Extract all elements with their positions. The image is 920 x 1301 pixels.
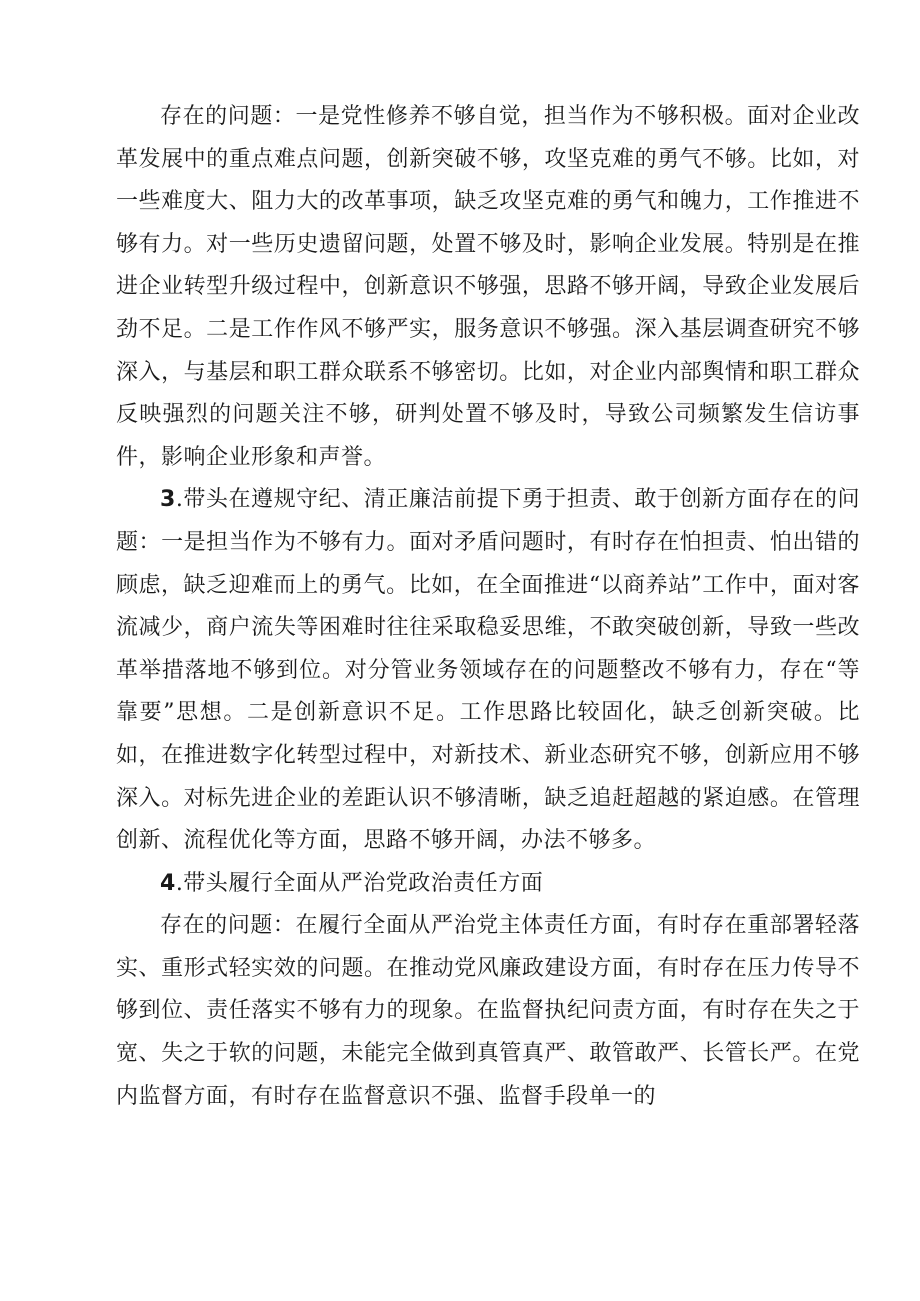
heading-section-4 [116, 863, 860, 906]
paragraph-problems-continued [116, 96, 860, 479]
paragraph-text: 存在的问题：一是党性修养不够自觉，担当作为不够积极。面对企业改革发展中的重点难点问题，创新突破不够，攻坚克难的勇气不够。比如，对一些难度大、阻力大的改革事项，缺乏攻坚克难的勇气和魄力，工作推进不够有力。对一些历史遗留问题，处置不够及时，影响企业发展。特别是在推进企业转型升级过程中，创新意识不够强，思路不够开阔，导致企业发展后劲不足。二是工作作风不够严实，服务意识不够强。深入基层调查研究不够深入，与基层和职工群众联系不够密切。比如，对企业内部舆情和职工群众反映强烈的问题关注不够，研判处置不够及时，导致公司频繁发生信访事件，影响企业形象和声誉。 [116, 104, 860, 470]
paragraph-text: 存在的问题：在履行全面从严治党主体责任方面，有时存在重部署轻落实、重形式轻实效的问题。在推动党风廉政建设方面，有时存在压力传导不够到位、责任落实不够有力的现象。在监督执纪问责方面，有时存在失之于宽、失之于软的问题，未能完全做到真管真严、敢管敢严、长管长严。在党内监督方面，有时存在监督意识不强、监督手段单一的 [116, 913, 860, 1109]
document-body [116, 96, 860, 1118]
paragraph-text: .带头在遵规守纪、清正廉洁前提下勇于担责、敢于创新方面存在的问题：一是担当作为不够有力。面对矛盾问题时，有时存在怕担责、怕出错的顾虑，缺乏迎难而上的勇气。比如，在全面推进“以商养站”工作中，面对客流减少，商户流失等困难时往往采取稳妥思维，不敢突破创新，导致一些改革举措落地不够到位。对分管业务领域存在的问题整改不够有力，存在“等靠要”思想。二是创新意识不足。工作思路比较固化，缺乏创新突破。比如，在推进数字化转型过程中，对新技术、新业态研究不够，创新应用不够深入。对标先进企业的差距认识不够清晰，缺乏追赶超越的紧迫感。在管理创新、流程优化等方面，思路不够开阔，办法不够多。 [116, 487, 860, 854]
paragraph-section-4-problems [116, 905, 860, 1118]
section-number: 4 [160, 870, 176, 896]
paragraph-section-3 [116, 479, 860, 862]
section-number: 3 [160, 487, 176, 513]
heading-text: .带头履行全面从严治党政治责任方面 [175, 870, 544, 896]
